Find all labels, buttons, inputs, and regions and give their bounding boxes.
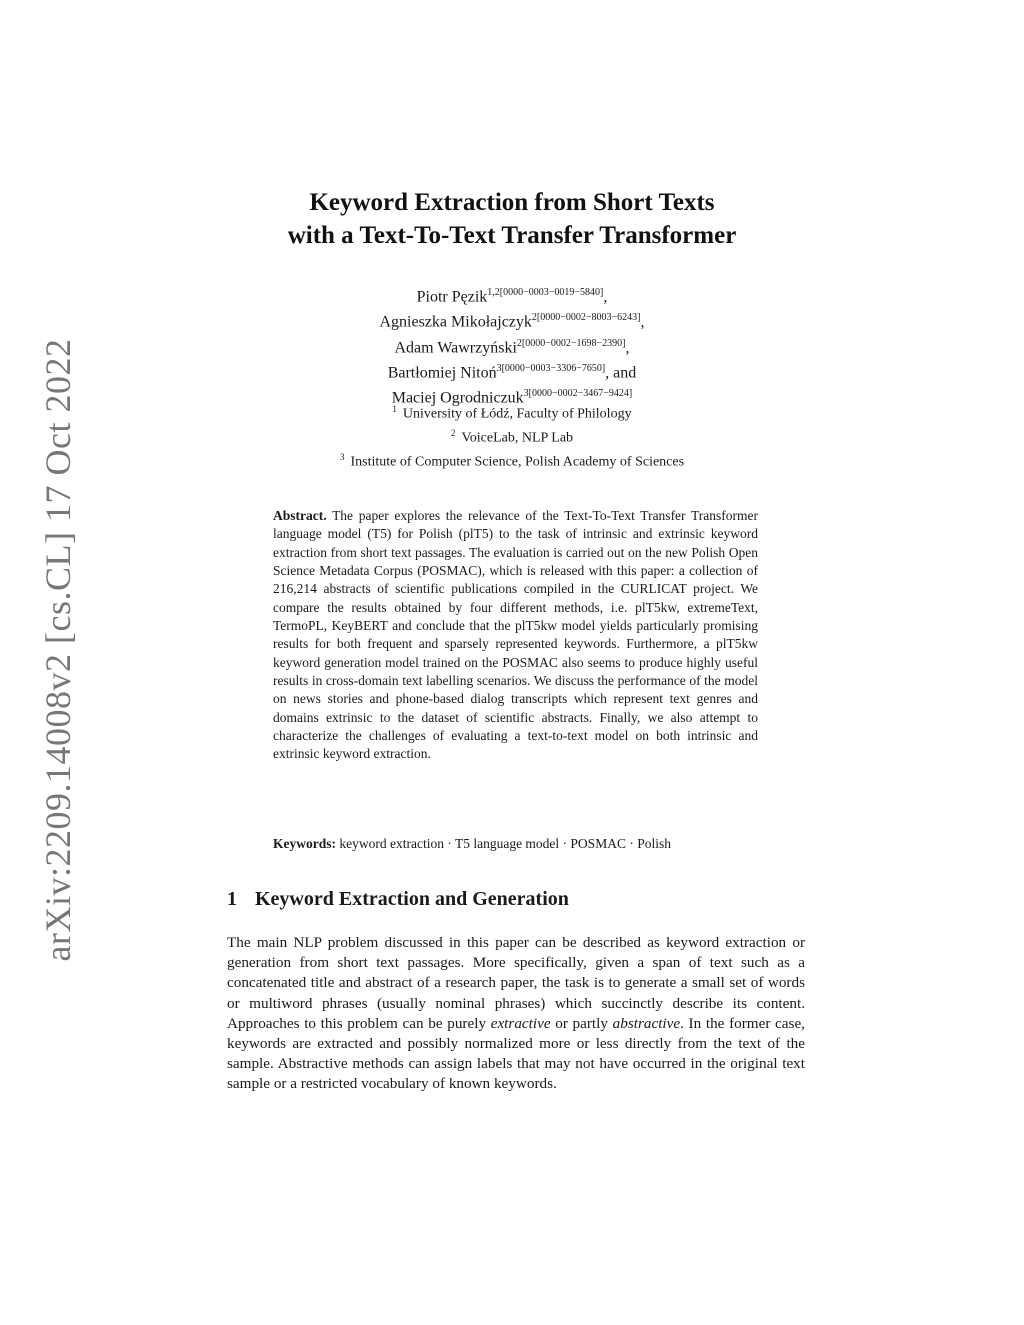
keywords-text: keyword extraction · T5 language model · POSMAC · Polish bbox=[339, 836, 671, 851]
author-name: Adam Wawrzyński bbox=[394, 338, 517, 356]
author-name: Maciej Ogrodniczuk bbox=[391, 389, 524, 407]
author-line bbox=[0, 307, 1024, 332]
author-affiliation-orcid: 1,2[0000−0003−0019−5840] bbox=[487, 287, 604, 298]
abstract-block bbox=[273, 507, 758, 764]
affiliation-text: Institute of Computer Science, Polish Academy of Sciences bbox=[350, 454, 685, 470]
body-emphasis-abstractive: abstractive bbox=[612, 1014, 681, 1032]
section-number: 1 bbox=[227, 888, 237, 910]
affiliation-text: VoiceLab, NLP Lab bbox=[461, 430, 574, 446]
author-name: Piotr Pęzik bbox=[416, 288, 488, 306]
body-text-part: or partly bbox=[555, 1014, 608, 1032]
affiliation-number: 1 bbox=[392, 404, 397, 414]
title-line-2: with a Text-To-Text Transfer Transformer bbox=[287, 222, 737, 249]
affiliation-line bbox=[0, 448, 1024, 472]
affiliation-text: University of Łódź, Faculty of Philology bbox=[402, 406, 632, 422]
author-affiliation-orcid: 2[0000−0002−8003−6243] bbox=[531, 312, 641, 324]
paper-title bbox=[0, 186, 1024, 252]
title-line-1: Keyword Extraction from Short Texts bbox=[309, 189, 715, 216]
body-text-part: . In the former case, keywords are extracted and possibly normalized more or less directly from the text of the sample. Abstractive methods can assign labels that may not have occurred in the original text sample or a restricted vocabulary of known keywords. bbox=[227, 1014, 805, 1093]
body-text-part: The main NLP problem discussed in this paper can be described as keyword extraction or generation from short text passages. More specifically, given a span of text such as a concatenated title and abstract of a research paper, the task is to generate a small set of words or multiword phrases (usually nominal phrases) which succinctly describe its content. Approaches to this problem can be purely bbox=[227, 934, 805, 1032]
body-emphasis-extractive: extractive bbox=[490, 1014, 551, 1032]
body-paragraph bbox=[227, 933, 805, 1095]
abstract-text: The paper explores the relevance of the Text-To-Text Transfer Transformer language model (T5) for Polish (plT5) to the task of intrinsic and extrinsic keyword extraction from short text passages. The evaluation is carried out on the new Polish Open Science Metadata Corpus (POSMAC), which is released with this paper: a collection of 216,214 abstracts of scientific publications compiled in the CURLICAT project. We compare the results obtained by four different methods, i.e. plT5kw, extremeText, TermoPL, KeyBERT and conclude that the plT5kw model yields particularly promising results for both frequent and sparsely represented keywords. Furthermore, a plT5kw keyword generation model trained on the POSMAC also seems to produce highly useful results in cross-domain text labelling scenarios. We discuss the performance of the model on news stories and phone-based dialog transcripts which represent text genres and domains extrinsic to the dataset of scientific abstracts. Finally, we also attempt to characterize the challenges of evaluating a text-to-text model on both intrinsic and extrinsic keyword extraction. bbox=[273, 508, 758, 762]
author-line bbox=[0, 282, 1024, 307]
author-affiliation-orcid: 3[0000−0003−3306−7650] bbox=[496, 362, 606, 374]
author-list bbox=[0, 282, 1024, 409]
section-title: Keyword Extraction and Generation bbox=[255, 888, 569, 910]
author-separator: , bbox=[603, 288, 608, 306]
author-name: Bartłomiej Nitoń bbox=[387, 364, 497, 382]
abstract-label: Abstract. bbox=[273, 508, 327, 523]
affiliation-line bbox=[0, 400, 1024, 424]
author-line bbox=[0, 358, 1024, 383]
affiliation-number: 2 bbox=[450, 428, 456, 439]
section-heading bbox=[227, 888, 569, 911]
affiliation-list bbox=[0, 400, 1024, 472]
arxiv-sidebar-stamp: arXiv:2209.14008v2 [cs.CL] 17 Oct 2022 bbox=[38, 338, 78, 962]
author-affiliation-orcid: 2[0000−0002−1698−2390] bbox=[516, 337, 626, 349]
author-separator: , bbox=[640, 313, 645, 331]
keywords-block bbox=[273, 836, 773, 852]
affiliation-line bbox=[0, 424, 1024, 448]
affiliation-number: 3 bbox=[339, 452, 345, 463]
author-separator: , bbox=[625, 338, 630, 356]
author-affiliation-orcid: 3[0000−0002−3467−9424] bbox=[523, 388, 633, 400]
keywords-label: Keywords: bbox=[273, 836, 336, 851]
author-separator: , and bbox=[605, 364, 637, 382]
author-name: Agnieszka Mikołajczyk bbox=[379, 313, 532, 331]
author-line bbox=[0, 333, 1024, 358]
